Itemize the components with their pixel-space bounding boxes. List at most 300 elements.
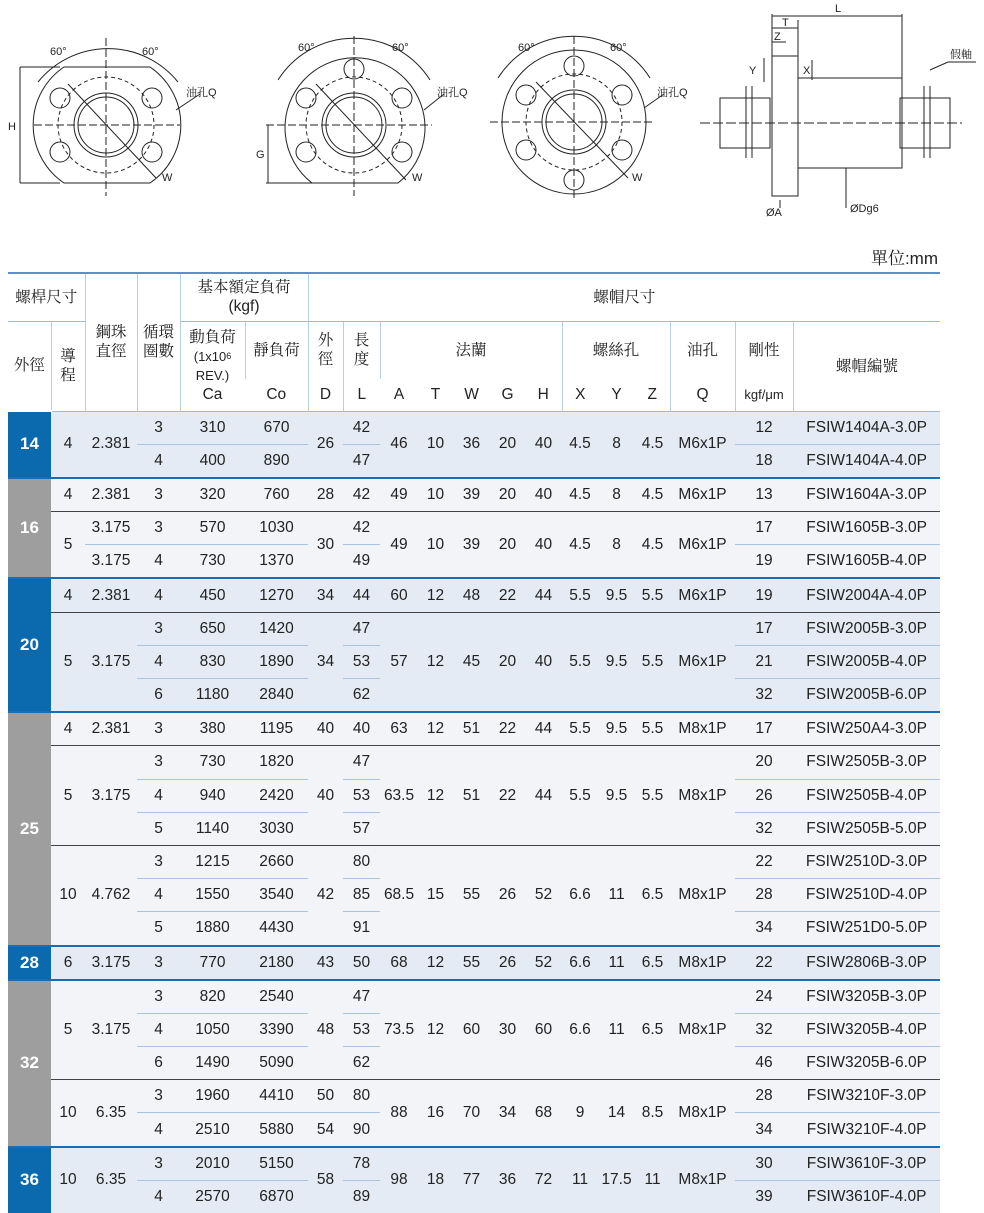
table-cell: 30 <box>490 980 525 1080</box>
table-cell: 2570 <box>180 1180 245 1213</box>
table-cell: FSIW2004A-4.0P <box>793 578 940 612</box>
table-cell: 6.6 <box>562 980 598 1080</box>
header-model: 螺帽編號 <box>793 321 940 411</box>
table-cell: FSIW2510D-3.0P <box>793 845 940 878</box>
header-g: G <box>490 379 525 411</box>
screw-outer-dia-cell: 16 <box>8 478 51 579</box>
y-label: Y <box>749 65 757 77</box>
table-cell: 5.5 <box>635 578 670 612</box>
table-cell: 32 <box>735 1013 793 1046</box>
table-cell: 5.5 <box>562 746 598 846</box>
table-cell: 11 <box>598 980 635 1080</box>
l-label: L <box>835 3 842 15</box>
table-cell: 890 <box>245 444 308 478</box>
screw-outer-dia-cell: 20 <box>8 578 51 712</box>
table-cell: 4 <box>51 411 85 478</box>
table-cell: 63.5 <box>380 746 418 846</box>
table-cell: 26 <box>308 411 343 478</box>
table-cell: 70 <box>453 1080 490 1147</box>
table-cell: 830 <box>180 645 245 678</box>
table-body <box>8 411 940 1213</box>
table-cell: 14 <box>598 1080 635 1147</box>
table-cell: 24 <box>735 980 793 1014</box>
table-cell: 20 <box>490 512 525 579</box>
table-cell: M8x1P <box>670 845 735 945</box>
table-cell: 1050 <box>180 1013 245 1046</box>
table-cell: 26 <box>490 845 525 945</box>
table-cell: 3.175 <box>85 746 137 846</box>
header-co: Co <box>245 379 308 411</box>
table-cell: 3 <box>137 478 180 512</box>
table-cell: 1820 <box>245 746 308 779</box>
header-length: 長 度 <box>343 321 380 379</box>
table-cell: 12 <box>418 712 453 746</box>
table-cell: M8x1P <box>670 946 735 980</box>
table-cell: 47 <box>343 612 380 645</box>
table-cell: 10 <box>51 1080 85 1147</box>
table-cell: 57 <box>380 612 418 712</box>
table-cell: 40 <box>525 478 562 512</box>
angle-label: 60° <box>50 46 67 58</box>
nut-side-drawing <box>700 3 976 219</box>
table-cell: 44 <box>525 746 562 846</box>
header-x: X <box>562 379 598 411</box>
table-cell: FSIW1404A-4.0P <box>793 444 940 478</box>
table-cell: 42 <box>343 478 380 512</box>
table-cell: M8x1P <box>670 746 735 846</box>
table-cell: FSIW2806B-3.0P <box>793 946 940 980</box>
table-cell: 44 <box>525 712 562 746</box>
table-cell: 20 <box>490 411 525 478</box>
header-w: W <box>453 379 490 411</box>
table-cell: 2010 <box>180 1147 245 1181</box>
table-cell: FSIW3610F-4.0P <box>793 1180 940 1213</box>
table-cell: 770 <box>180 946 245 980</box>
table-cell: 8 <box>598 512 635 579</box>
table-cell: 12 <box>418 612 453 712</box>
table-cell: 68.5 <box>380 845 418 945</box>
table-cell: 6 <box>51 946 85 980</box>
table-cell: 5.5 <box>562 578 598 612</box>
header-flange: 法蘭 <box>380 321 562 379</box>
table-cell: 40 <box>525 512 562 579</box>
table-cell: 10 <box>51 845 85 945</box>
table-cell: 8 <box>598 411 635 478</box>
table-cell: 28 <box>735 879 793 912</box>
table-row <box>8 478 940 512</box>
table-cell: 9 <box>562 1080 598 1147</box>
header-z: Z <box>635 379 670 411</box>
table-cell: 320 <box>180 478 245 512</box>
table-cell: 44 <box>343 578 380 612</box>
table-cell: 2540 <box>245 980 308 1014</box>
table-cell: 11 <box>598 845 635 945</box>
table-cell: M6x1P <box>670 478 735 512</box>
table-cell: 78 <box>343 1147 380 1181</box>
table-cell: 2.381 <box>85 712 137 746</box>
header-nut-od: 外 徑 <box>308 321 343 379</box>
table-cell: 1890 <box>245 645 308 678</box>
table-cell: FSIW2505B-4.0P <box>793 779 940 812</box>
table-cell: 28 <box>735 1080 793 1113</box>
table-cell: FSIW1404A-3.0P <box>793 411 940 444</box>
table-cell: 4430 <box>245 912 308 946</box>
table-cell: 10 <box>418 478 453 512</box>
table-cell: FSIW1605B-3.0P <box>793 512 940 545</box>
angle-label: 60° <box>518 42 535 54</box>
table-cell: 68 <box>525 1080 562 1147</box>
table-cell: 3 <box>137 980 180 1014</box>
table-cell: 6.5 <box>635 845 670 945</box>
angle-label: 60° <box>142 46 159 58</box>
table-cell: 1370 <box>245 545 308 579</box>
header-screw-size: 螺桿尺寸 <box>8 273 85 321</box>
table-cell: 2.381 <box>85 578 137 612</box>
angle-label: 60° <box>298 42 315 54</box>
header-l: L <box>343 379 380 411</box>
table-cell: 1270 <box>245 578 308 612</box>
table-cell: 26 <box>490 946 525 980</box>
table-cell: 3 <box>137 845 180 878</box>
table-cell: 2840 <box>245 679 308 713</box>
table-cell: 6 <box>137 1047 180 1080</box>
table-cell: FSIW3610F-3.0P <box>793 1147 940 1181</box>
table-cell: 4 <box>137 1180 180 1213</box>
table-cell: 42 <box>343 411 380 444</box>
header-stiffness: 剛性 <box>735 321 793 379</box>
table-cell: 46 <box>380 411 418 478</box>
table-cell: 60 <box>525 980 562 1080</box>
header-t: T <box>418 379 453 411</box>
table-cell: 62 <box>343 1047 380 1080</box>
table-cell: M6x1P <box>670 612 735 712</box>
table-cell: 40 <box>343 712 380 746</box>
table-cell: 3 <box>137 612 180 645</box>
table-cell: 11 <box>562 1147 598 1213</box>
table-cell: 3 <box>137 1080 180 1113</box>
table-cell: 2510 <box>180 1113 245 1147</box>
table-cell: 4 <box>137 444 180 478</box>
table-cell: 43 <box>308 946 343 980</box>
table-cell: 80 <box>343 845 380 878</box>
table-cell: 12 <box>418 946 453 980</box>
table-cell: 820 <box>180 980 245 1014</box>
table-cell: 36 <box>453 411 490 478</box>
spec-table <box>8 272 940 1213</box>
table-cell: 30 <box>308 512 343 579</box>
table-cell: 47 <box>343 980 380 1014</box>
table-cell: 6 <box>137 679 180 713</box>
screw-outer-dia-cell: 32 <box>8 980 51 1147</box>
table-cell: 49 <box>343 545 380 579</box>
table-cell: 1140 <box>180 812 245 845</box>
table-cell: 12 <box>418 746 453 846</box>
table-row <box>8 612 940 645</box>
table-cell: 4410 <box>245 1080 308 1113</box>
screw-outer-dia-cell: 36 <box>8 1147 51 1213</box>
table-cell: 2.381 <box>85 411 137 478</box>
table-cell: 20 <box>735 746 793 779</box>
table-cell: 15 <box>418 845 453 945</box>
table-cell: 39 <box>735 1180 793 1213</box>
table-cell: 310 <box>180 411 245 444</box>
table-cell: 4.5 <box>635 478 670 512</box>
angle-label: 60° <box>392 42 409 54</box>
table-cell: 54 <box>308 1113 343 1147</box>
table-cell: FSIW2005B-4.0P <box>793 645 940 678</box>
table-cell: M8x1P <box>670 1080 735 1147</box>
table-cell: 48 <box>308 980 343 1080</box>
table-cell: 4 <box>51 712 85 746</box>
g-label: G <box>256 149 265 161</box>
table-cell: 40 <box>308 712 343 746</box>
table-cell: 6870 <box>245 1180 308 1213</box>
table-cell: 4.5 <box>562 478 598 512</box>
table-cell: 18 <box>735 444 793 478</box>
table-cell: FSIW3205B-6.0P <box>793 1047 940 1080</box>
table-cell: 17 <box>735 712 793 746</box>
table-cell: 6.35 <box>85 1080 137 1147</box>
table-cell: 49 <box>380 478 418 512</box>
table-cell: 34 <box>490 1080 525 1147</box>
table-cell: 39 <box>453 478 490 512</box>
angle-label: 60° <box>610 42 627 54</box>
header-lead: 導 程 <box>51 321 85 411</box>
header-static-load: 靜負荷 <box>245 321 308 379</box>
table-cell: 68 <box>380 946 418 980</box>
table-row <box>8 1147 940 1181</box>
table-cell: FSIW3210F-3.0P <box>793 1080 940 1113</box>
nut-drawings <box>0 0 984 230</box>
table-cell: 1490 <box>180 1047 245 1080</box>
table-cell: 42 <box>343 512 380 545</box>
screw-outer-dia-cell: 28 <box>8 946 51 980</box>
x-label: X <box>803 65 811 77</box>
screw-outer-dia-cell: 14 <box>8 411 51 478</box>
table-cell: 3 <box>137 712 180 746</box>
table-cell: 77 <box>453 1147 490 1213</box>
table-cell: FSIW2005B-6.0P <box>793 679 940 713</box>
table-cell: 72 <box>525 1147 562 1213</box>
table-cell: 34 <box>735 912 793 946</box>
table-cell: 39 <box>453 512 490 579</box>
table-cell: 8 <box>598 478 635 512</box>
table-cell: 4.762 <box>85 845 137 945</box>
table-cell: 30 <box>735 1147 793 1181</box>
table-cell: 5090 <box>245 1047 308 1080</box>
header-oil-hole: 油孔 <box>670 321 735 379</box>
table-cell: 6.6 <box>562 845 598 945</box>
flange-drawing-cut <box>8 38 217 196</box>
header-ball-dia: 鋼珠 直徑 <box>85 273 137 411</box>
table-cell: 36 <box>490 1147 525 1213</box>
table-cell: 22 <box>490 746 525 846</box>
oil-hole-label: 油孔Q <box>437 87 468 99</box>
header-basic-load: 基本額定負荷 (kgf) <box>180 273 308 321</box>
table-cell: 6.35 <box>85 1147 137 1213</box>
w-label: W <box>632 172 643 184</box>
table-cell: 55 <box>453 946 490 980</box>
flange-drawing-single-cut <box>256 36 468 196</box>
table-cell: M8x1P <box>670 1147 735 1213</box>
table-cell: 5.5 <box>562 612 598 712</box>
table-cell: 52 <box>525 845 562 945</box>
table-cell: 5150 <box>245 1147 308 1181</box>
table-cell: 4.5 <box>562 512 598 579</box>
table-cell: 5880 <box>245 1113 308 1147</box>
table-cell: 26 <box>735 779 793 812</box>
table-cell: 4.5 <box>635 512 670 579</box>
table-cell: FSIW251D0-5.0P <box>793 912 940 946</box>
table-cell: 51 <box>453 746 490 846</box>
dia-d-label: ØDg6 <box>850 203 879 215</box>
table-row <box>8 512 940 545</box>
header-y: Y <box>598 379 635 411</box>
table-cell: 11 <box>598 946 635 980</box>
table-cell: FSIW3205B-4.0P <box>793 1013 940 1046</box>
table-cell: 98 <box>380 1147 418 1213</box>
table-cell: FSIW2005B-3.0P <box>793 612 940 645</box>
table-cell: 34 <box>735 1113 793 1147</box>
table-cell: 730 <box>180 545 245 579</box>
t-label: T <box>782 17 789 29</box>
h-label: H <box>8 121 16 133</box>
table-row <box>8 746 940 779</box>
table-cell: 91 <box>343 912 380 946</box>
dia-a-label: ØA <box>766 207 782 219</box>
table-cell: 3 <box>137 1147 180 1181</box>
table-cell: 5 <box>137 812 180 845</box>
table-cell: 60 <box>380 578 418 612</box>
table-cell: 16 <box>418 1080 453 1147</box>
table-cell: 40 <box>525 612 562 712</box>
table-cell: 17.5 <box>598 1147 635 1213</box>
table-cell: 34 <box>308 578 343 612</box>
table-cell: 21 <box>735 645 793 678</box>
table-cell: FSIW2505B-3.0P <box>793 746 940 779</box>
table-cell: 11 <box>635 1147 670 1213</box>
table-cell: 53 <box>343 645 380 678</box>
table-cell: 3 <box>137 746 180 779</box>
table-cell: 22 <box>735 946 793 980</box>
table-cell: 3.175 <box>85 946 137 980</box>
table-cell: 19 <box>735 545 793 579</box>
table-cell: M8x1P <box>670 712 735 746</box>
table-cell: 49 <box>380 512 418 579</box>
table-cell: 5.5 <box>635 712 670 746</box>
table-cell: 2420 <box>245 779 308 812</box>
table-cell: 1180 <box>180 679 245 713</box>
table-cell: 3.175 <box>85 545 137 579</box>
table-cell: 4 <box>137 879 180 912</box>
table-cell: 3.175 <box>85 512 137 545</box>
table-cell: 5 <box>51 746 85 846</box>
table-cell: 62 <box>343 679 380 713</box>
table-cell: 2180 <box>245 946 308 980</box>
table-cell: 4 <box>137 645 180 678</box>
table-cell: 3.175 <box>85 980 137 1080</box>
table-cell: 8.5 <box>635 1080 670 1147</box>
table-cell: 5 <box>51 612 85 712</box>
table-cell: 89 <box>343 1180 380 1213</box>
table-cell: FSIW3210F-4.0P <box>793 1113 940 1147</box>
dummy-shaft-label: 假軸 <box>950 49 972 61</box>
table-cell: 1550 <box>180 879 245 912</box>
table-cell: 88 <box>380 1080 418 1147</box>
table-cell: 400 <box>180 444 245 478</box>
table-cell: 40 <box>525 411 562 478</box>
table-cell: 1195 <box>245 712 308 746</box>
table-cell: 10 <box>418 512 453 579</box>
table-cell: 85 <box>343 879 380 912</box>
table-cell: 32 <box>735 812 793 845</box>
table-row <box>8 411 940 444</box>
table-cell: 47 <box>343 444 380 478</box>
table-cell: 12 <box>418 980 453 1080</box>
table-cell: 5.5 <box>635 746 670 846</box>
table-cell: 12 <box>418 578 453 612</box>
table-cell: 32 <box>735 679 793 713</box>
table-cell: FSIW3205B-3.0P <box>793 980 940 1014</box>
table-cell: 44 <box>525 578 562 612</box>
oil-hole-label: 油孔Q <box>657 87 688 99</box>
w-label: W <box>162 172 173 184</box>
table-cell: 9.5 <box>598 746 635 846</box>
table-cell: 650 <box>180 612 245 645</box>
table-cell: M6x1P <box>670 512 735 579</box>
table-cell: 55 <box>453 845 490 945</box>
header-q: Q <box>670 379 735 411</box>
table-cell: FSIW1605B-4.0P <box>793 545 940 579</box>
table-cell: 1215 <box>180 845 245 878</box>
table-row <box>8 845 940 878</box>
table-cell: 57 <box>343 812 380 845</box>
table-cell: 4 <box>51 478 85 512</box>
table-cell: 3390 <box>245 1013 308 1046</box>
table-cell: 46 <box>735 1047 793 1080</box>
table-cell: 4 <box>137 545 180 579</box>
header-nut-size: 螺帽尺寸 <box>308 273 940 321</box>
header-a: A <box>380 379 418 411</box>
table-cell: 9.5 <box>598 612 635 712</box>
table-cell: 5.5 <box>562 712 598 746</box>
table-cell: 18 <box>418 1147 453 1213</box>
table-cell: 3 <box>137 411 180 444</box>
table-cell: 12 <box>735 411 793 444</box>
table-cell: 2.381 <box>85 478 137 512</box>
table-cell: 10 <box>418 411 453 478</box>
header-h: H <box>525 379 562 411</box>
table-cell: 51 <box>453 712 490 746</box>
table-cell: 6.6 <box>562 946 598 980</box>
table-cell: M8x1P <box>670 980 735 1080</box>
table-row <box>8 1080 940 1113</box>
header-dynamic-load: 動負荷 ($1x10^6$ REV.) Ca <box>180 321 245 411</box>
header-bolt-hole: 螺絲孔 <box>562 321 670 379</box>
table-cell: 3 <box>137 946 180 980</box>
flange-drawing-round <box>490 36 688 200</box>
table-cell: 47 <box>343 746 380 779</box>
oil-hole-label: 油孔Q <box>186 87 217 99</box>
table-cell: 53 <box>343 779 380 812</box>
table-cell: 45 <box>453 612 490 712</box>
table-cell: 3.175 <box>85 612 137 712</box>
header-stiff-unit: kgf/μm <box>735 379 793 411</box>
header-outer-dia: 外徑 <box>8 321 51 411</box>
table-cell: 1420 <box>245 612 308 645</box>
table-cell: 4.5 <box>562 411 598 478</box>
table-cell: 28 <box>308 478 343 512</box>
